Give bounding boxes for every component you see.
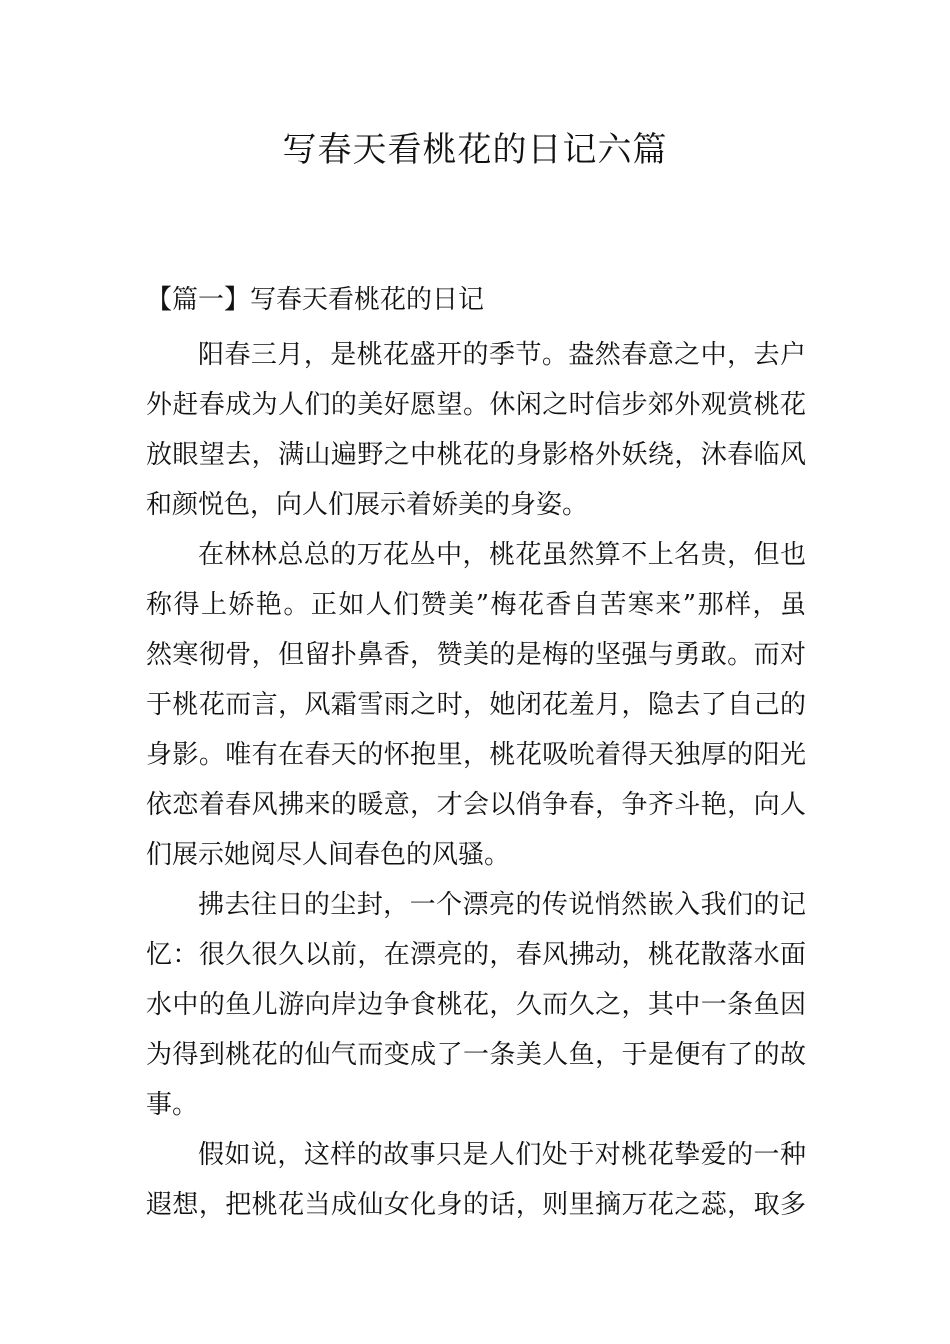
text-line: 事。 bbox=[146, 1090, 199, 1120]
text-line: 依恋着春风拂来的暖意，才会以俏争春，争齐斗艳，向人 bbox=[146, 790, 806, 820]
text-line: 阳春三月，是桃花盛开的季节。盎然春意之中，去户 bbox=[198, 340, 806, 370]
document-body bbox=[146, 280, 806, 1230]
text-line: 放眼望去，满山遍野之中桃花的身影格外妖绕，沐春临风 bbox=[146, 440, 806, 470]
paragraph-1 bbox=[146, 330, 806, 530]
section-heading: 【篇一】写春天看桃花的日记 bbox=[146, 285, 485, 315]
paragraph-4 bbox=[146, 1130, 806, 1230]
text-line: 称得上娇艳。正如人们赞美”梅花香自苦寒来”那样，虽 bbox=[146, 590, 806, 620]
text-line: 和颜悦色，向人们展示着娇美的身姿。 bbox=[146, 490, 589, 520]
text-line: 水中的鱼儿游向岸边争食桃花，久而久之，其中一条鱼因 bbox=[146, 990, 806, 1020]
text-line: 于桃花而言，风霜雪雨之时，她闭花羞月，隐去了自己的 bbox=[146, 690, 806, 720]
text-line: 身影。唯有在春天的怀抱里，桃花吸吮着得天独厚的阳光 bbox=[146, 740, 806, 770]
text-line: 假如说，这样的故事只是人们处于对桃花挚爱的一种 bbox=[198, 1140, 806, 1170]
page-title: 写春天看桃花的日记六篇 bbox=[282, 130, 668, 170]
paragraph-2 bbox=[146, 530, 806, 880]
text-line: 们展示她阅尽人间春色的风骚。 bbox=[146, 840, 511, 870]
text-line: 外赶春成为人们的美好愿望。休闲之时信步郊外观赏桃花 bbox=[146, 390, 806, 420]
text-line: 然寒彻骨，但留扑鼻香，赞美的是梅的坚强与勇敢。而对 bbox=[146, 640, 806, 670]
text-line: 忆：很久很久以前，在漂亮的，春风拂动，桃花散落水面 bbox=[146, 940, 806, 970]
text-line: 拂去往日的尘封，一个漂亮的传说悄然嵌入我们的记 bbox=[198, 890, 806, 920]
text-line: 遐想，把桃花当成仙女化身的话，则里摘万花之蕊，取多 bbox=[146, 1190, 806, 1220]
paragraph-3 bbox=[146, 880, 806, 1130]
text-line: 在林林总总的万花丛中，桃花虽然算不上名贵，但也 bbox=[198, 540, 806, 570]
text-line: 为得到桃花的仙气而变成了一条美人鱼，于是便有了的故 bbox=[146, 1040, 806, 1070]
